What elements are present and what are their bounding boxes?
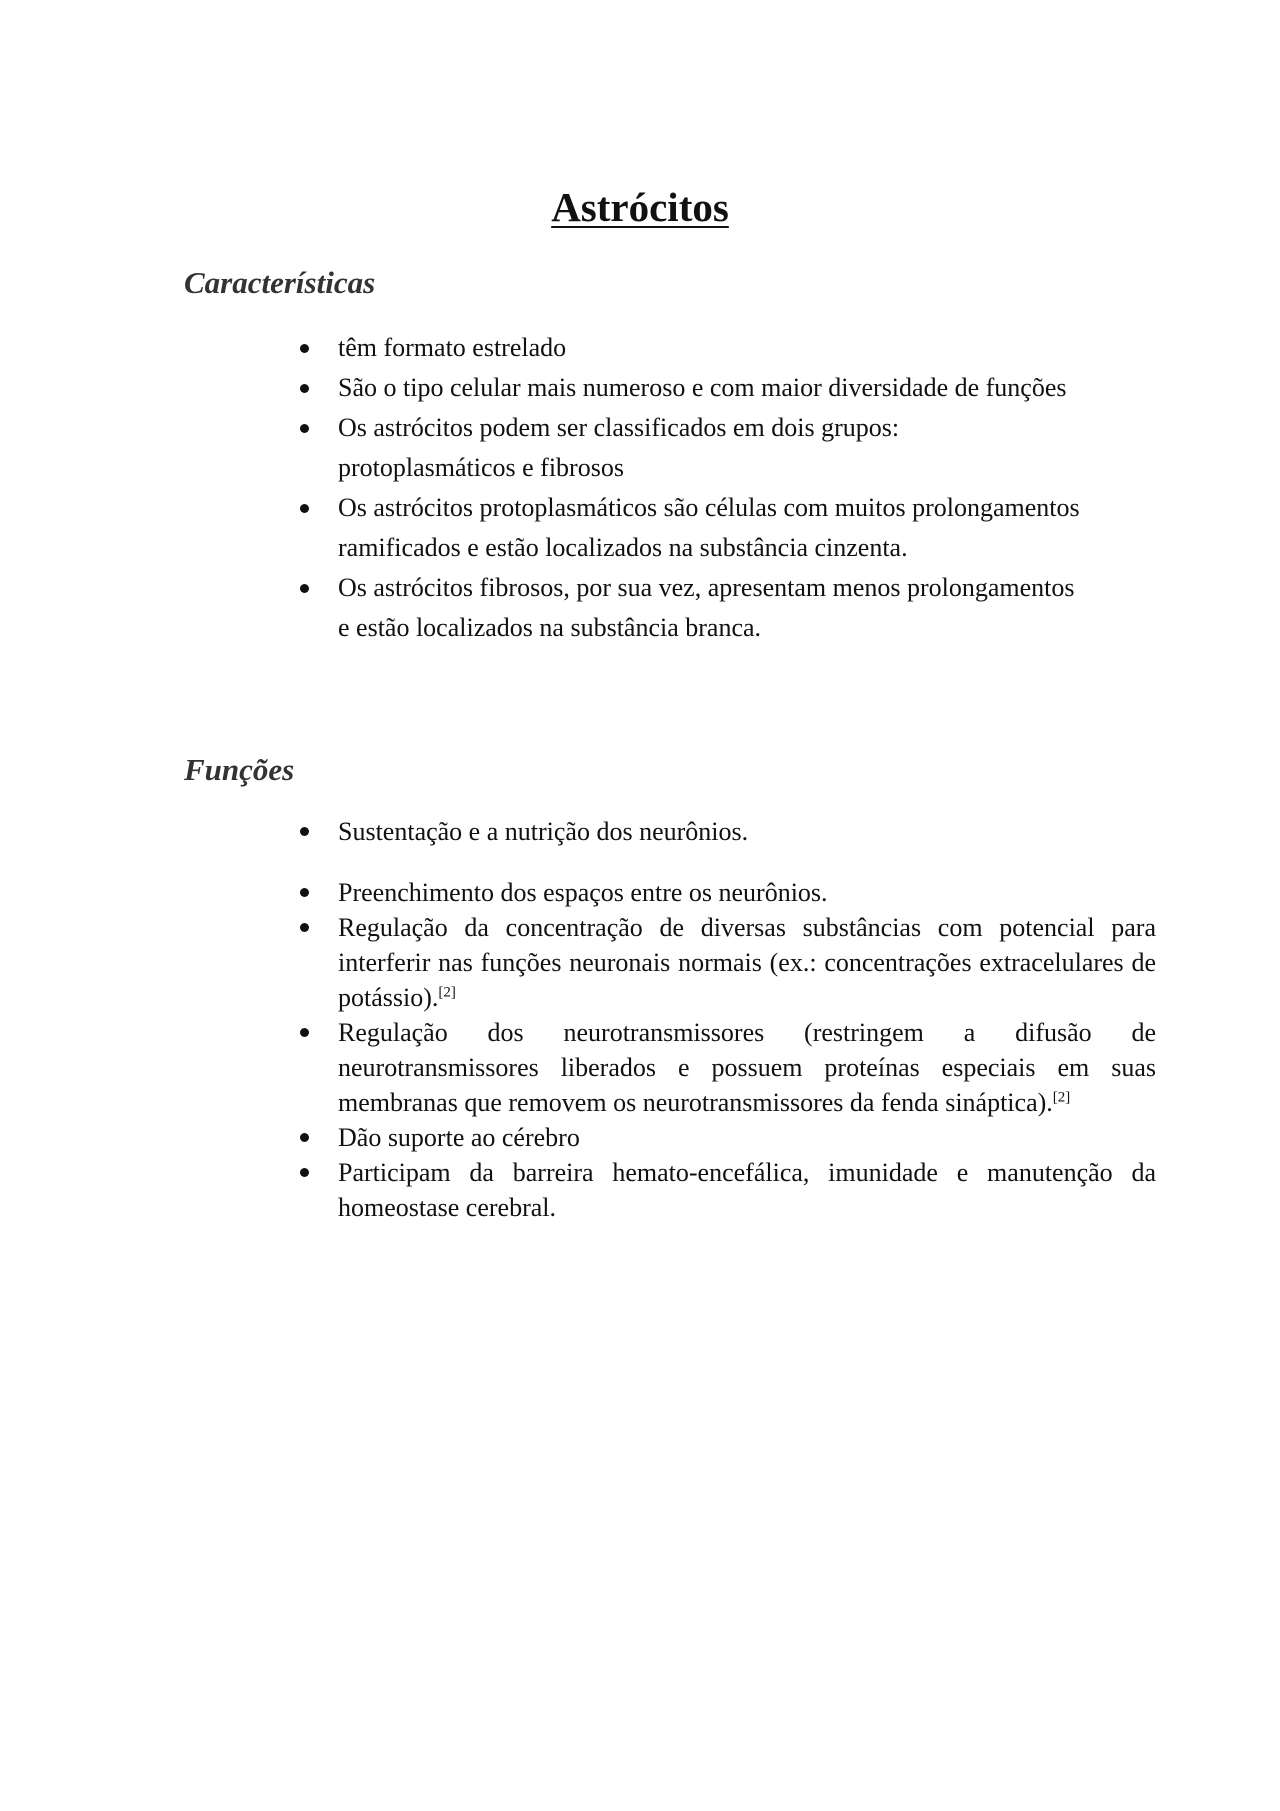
list-item (300, 1120, 1156, 1155)
reference-marker: [2] (1052, 1089, 1071, 1106)
bullet-icon (300, 923, 309, 932)
list-item-text: São o tipo celular mais numeroso e com maior diversidade de funções (338, 373, 1067, 402)
bullet-icon (300, 424, 309, 433)
funcoes-list (300, 814, 1156, 1225)
bullet-icon (300, 504, 309, 513)
section-heading-caracteristicas: Características (184, 265, 376, 300)
bullet-icon (300, 888, 309, 897)
bullet-icon (300, 1133, 309, 1142)
section-heading-funcoes: Funções (184, 752, 295, 787)
list-item (300, 368, 1156, 408)
list-item (300, 568, 1078, 648)
list-item-text: Os astrócitos podem ser classificados em dois grupos: protoplasmáticos e fibrosos (338, 413, 900, 482)
list-item-text: Dão suporte ao cérebro (338, 1123, 580, 1152)
list-item (300, 1015, 1156, 1120)
list-item-text: Regulação dos neurotransmissores (restringem a difusão de neurotransmissores liberados e possuem proteínas especiais em suas membranas que removem os neurotransmissores da fenda sináptica).[2] (338, 1018, 1156, 1117)
bullet-icon (300, 1028, 309, 1037)
list-item (300, 910, 1156, 1015)
page-title: Astrócitos (551, 184, 729, 230)
list-item-text: Os astrócitos protoplasmáticos são células com muitos prolongamentos ramificados e estão localizados na substância cinzenta. (338, 493, 1080, 562)
list-item-text: têm formato estrelado (338, 333, 567, 362)
reference-marker: [2] (438, 984, 456, 1001)
caracteristicas-list (300, 328, 1156, 648)
list-item (300, 1155, 1156, 1225)
list-item (300, 814, 1156, 849)
list-item-text: Sustentação e a nutrição dos neurônios. (338, 817, 749, 846)
bullet-icon (300, 1168, 309, 1177)
bullet-icon (300, 584, 309, 593)
list-item-text: Os astrócitos fibrosos, por sua vez, apresentam menos prolongamentos e estão localizados na substância branca. (338, 573, 1075, 642)
list-item (300, 408, 938, 488)
bullet-icon (300, 384, 309, 393)
list-item (300, 488, 1128, 568)
list-item-text: Preenchimento dos espaços entre os neurônios. (338, 878, 828, 907)
list-item-text: Regulação da concentração de diversas substâncias com potencial para interferir nas funções neuronais normais (ex.: concentrações extracelulares de potássio).[2] (338, 913, 1156, 1012)
list-item (300, 875, 1156, 910)
bullet-icon (300, 827, 309, 836)
list-item-text: Participam da barreira hemato-encefálica, imunidade e manutenção da homeostase cerebral. (338, 1158, 1156, 1222)
bullet-icon (300, 344, 309, 353)
list-item (300, 328, 1156, 368)
